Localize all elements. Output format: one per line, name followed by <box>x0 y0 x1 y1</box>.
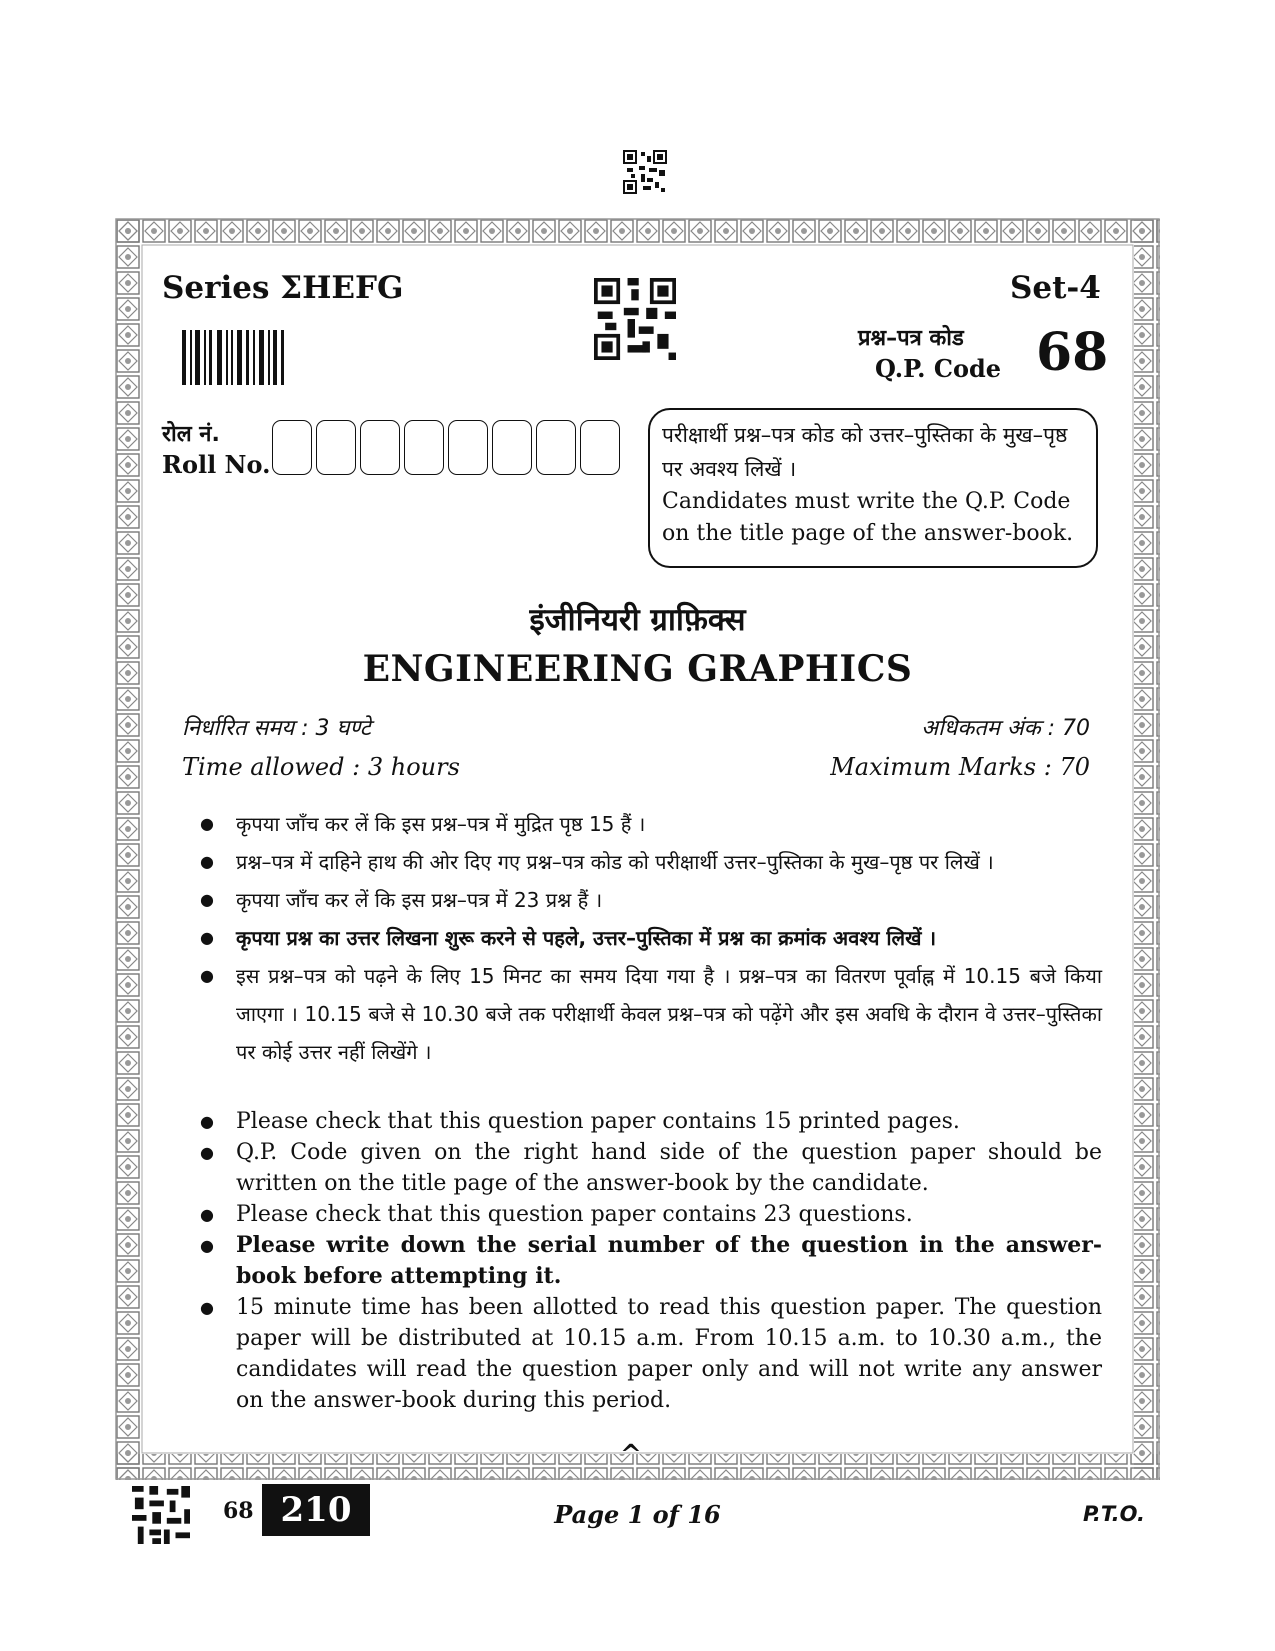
roll-digit-box[interactable] <box>580 420 620 475</box>
series-label: Series ΣHEFG <box>162 270 404 306</box>
roll-digit-box[interactable] <box>404 420 444 475</box>
subject-title-hindi: इंजीनियरी ग्राफ़िक्स <box>529 602 746 638</box>
instructions-hindi <box>192 805 1102 1071</box>
roll-digit-box[interactable] <box>448 420 488 475</box>
time-allowed-hindi: निर्धारित समय : 3 घण्टे <box>182 716 371 741</box>
qp-code-label-hindi: प्रश्न–पत्र कोड <box>858 326 964 351</box>
roll-digit-box[interactable] <box>272 420 312 475</box>
subject-title-english: ENGINEERING GRAPHICS <box>362 648 913 690</box>
roll-digit-box[interactable] <box>316 420 356 475</box>
qr-code-header <box>594 278 676 360</box>
qr-code-top <box>623 150 667 194</box>
qp-code-value: 68 <box>1036 322 1109 383</box>
instruction-item: ● इस प्रश्न–पत्र को पढ़ने के लिए 15 मिनट का समय दिया गया है । प्रश्न–पत्र का वितरण पूर्वाह्न में 10.15 बजे किया जाएगा । 10.15 बजे से 10.30 बजे तक परीक्षार्थी केवल प्रश्न–पत्र को पढ़ेंगे और इस अवधि के दौरान वे उत्तर–पुस्तिका पर कोई उत्तर नहीं लिखेंगे । <box>192 957 1102 1071</box>
instruction-item: ● 15 minute time has been allotted to read this question paper. The question paper will be distributed at 10.15 a.m. From 10.15 a.m. to 10.30 a.m., the candidates will read the question paper only and will not write any answer on the answer-book during this period. <box>192 1292 1102 1416</box>
instruction-item: ● Please check that this question paper contains 15 printed pages. <box>192 1106 1102 1137</box>
instruction-item: ● Q.P. Code given on the right hand side of the question paper should be written on the title page of the answer-book by the candidate. <box>192 1137 1102 1199</box>
roll-digit-box[interactable] <box>536 420 576 475</box>
instruction-item: ● कृपया जाँच कर लें कि इस प्रश्न–पत्र में 23 प्रश्न हैं । <box>192 881 1102 919</box>
instruction-item: ● Please write down the serial number of the question in the answer-book before attempting it. <box>192 1230 1102 1292</box>
notice-hindi: परीक्षार्थी प्रश्न–पत्र कोड को उत्तर–पुस्तिका के मुख–पृष्ठ पर अवश्य लिखें । <box>662 423 1068 481</box>
footer-code-box: 210 <box>262 1484 370 1536</box>
instruction-item: ● प्रश्न–पत्र में दाहिने हाथ की ओर दिए गए प्रश्न–पत्र कोड को परीक्षार्थी उत्तर–पुस्तिका के मुख–पृष्ठ पर लिखें । <box>192 843 1102 881</box>
roll-digit-box[interactable] <box>360 420 400 475</box>
max-marks-english: Maximum Marks : 70 <box>830 753 1090 781</box>
roll-number-boxes <box>272 420 624 475</box>
instruction-item: ● कृपया जाँच कर लें कि इस प्रश्न–पत्र में मुद्रित पृष्ठ 15 हैं । <box>192 805 1102 843</box>
pto-label: P.T.O. <box>1082 1502 1145 1526</box>
roll-label-hindi: रोल नं. <box>162 422 220 447</box>
caret-mark: ^ <box>620 1440 642 1470</box>
max-marks-hindi: अधिकतम अंक : 70 <box>921 716 1090 741</box>
instruction-item: ● Please check that this question paper contains 23 questions. <box>192 1199 1102 1230</box>
qp-code-label-english: Q.P. Code <box>875 354 1002 383</box>
footer-qp-code: 68 <box>223 1498 254 1524</box>
notice-english: Candidates must write the Q.P. Code on the title page of the answer-book. <box>662 489 1074 546</box>
qp-code-notice <box>648 408 1098 568</box>
roll-label-english: Roll No. <box>162 450 271 479</box>
roll-digit-box[interactable] <box>492 420 532 475</box>
instruction-item: ● कृपया प्रश्न का उत्तर लिखना शुरू करने से पहले, उत्तर–पुस्तिका में प्रश्न का क्रमांक अवश्य लिखें । <box>192 919 1102 957</box>
set-label: Set-4 <box>1010 270 1101 306</box>
barcode <box>182 330 287 385</box>
page-number: Page 1 of 16 <box>554 1500 721 1529</box>
time-allowed-english: Time allowed : 3 hours <box>182 753 460 781</box>
instructions-english <box>192 1106 1102 1416</box>
